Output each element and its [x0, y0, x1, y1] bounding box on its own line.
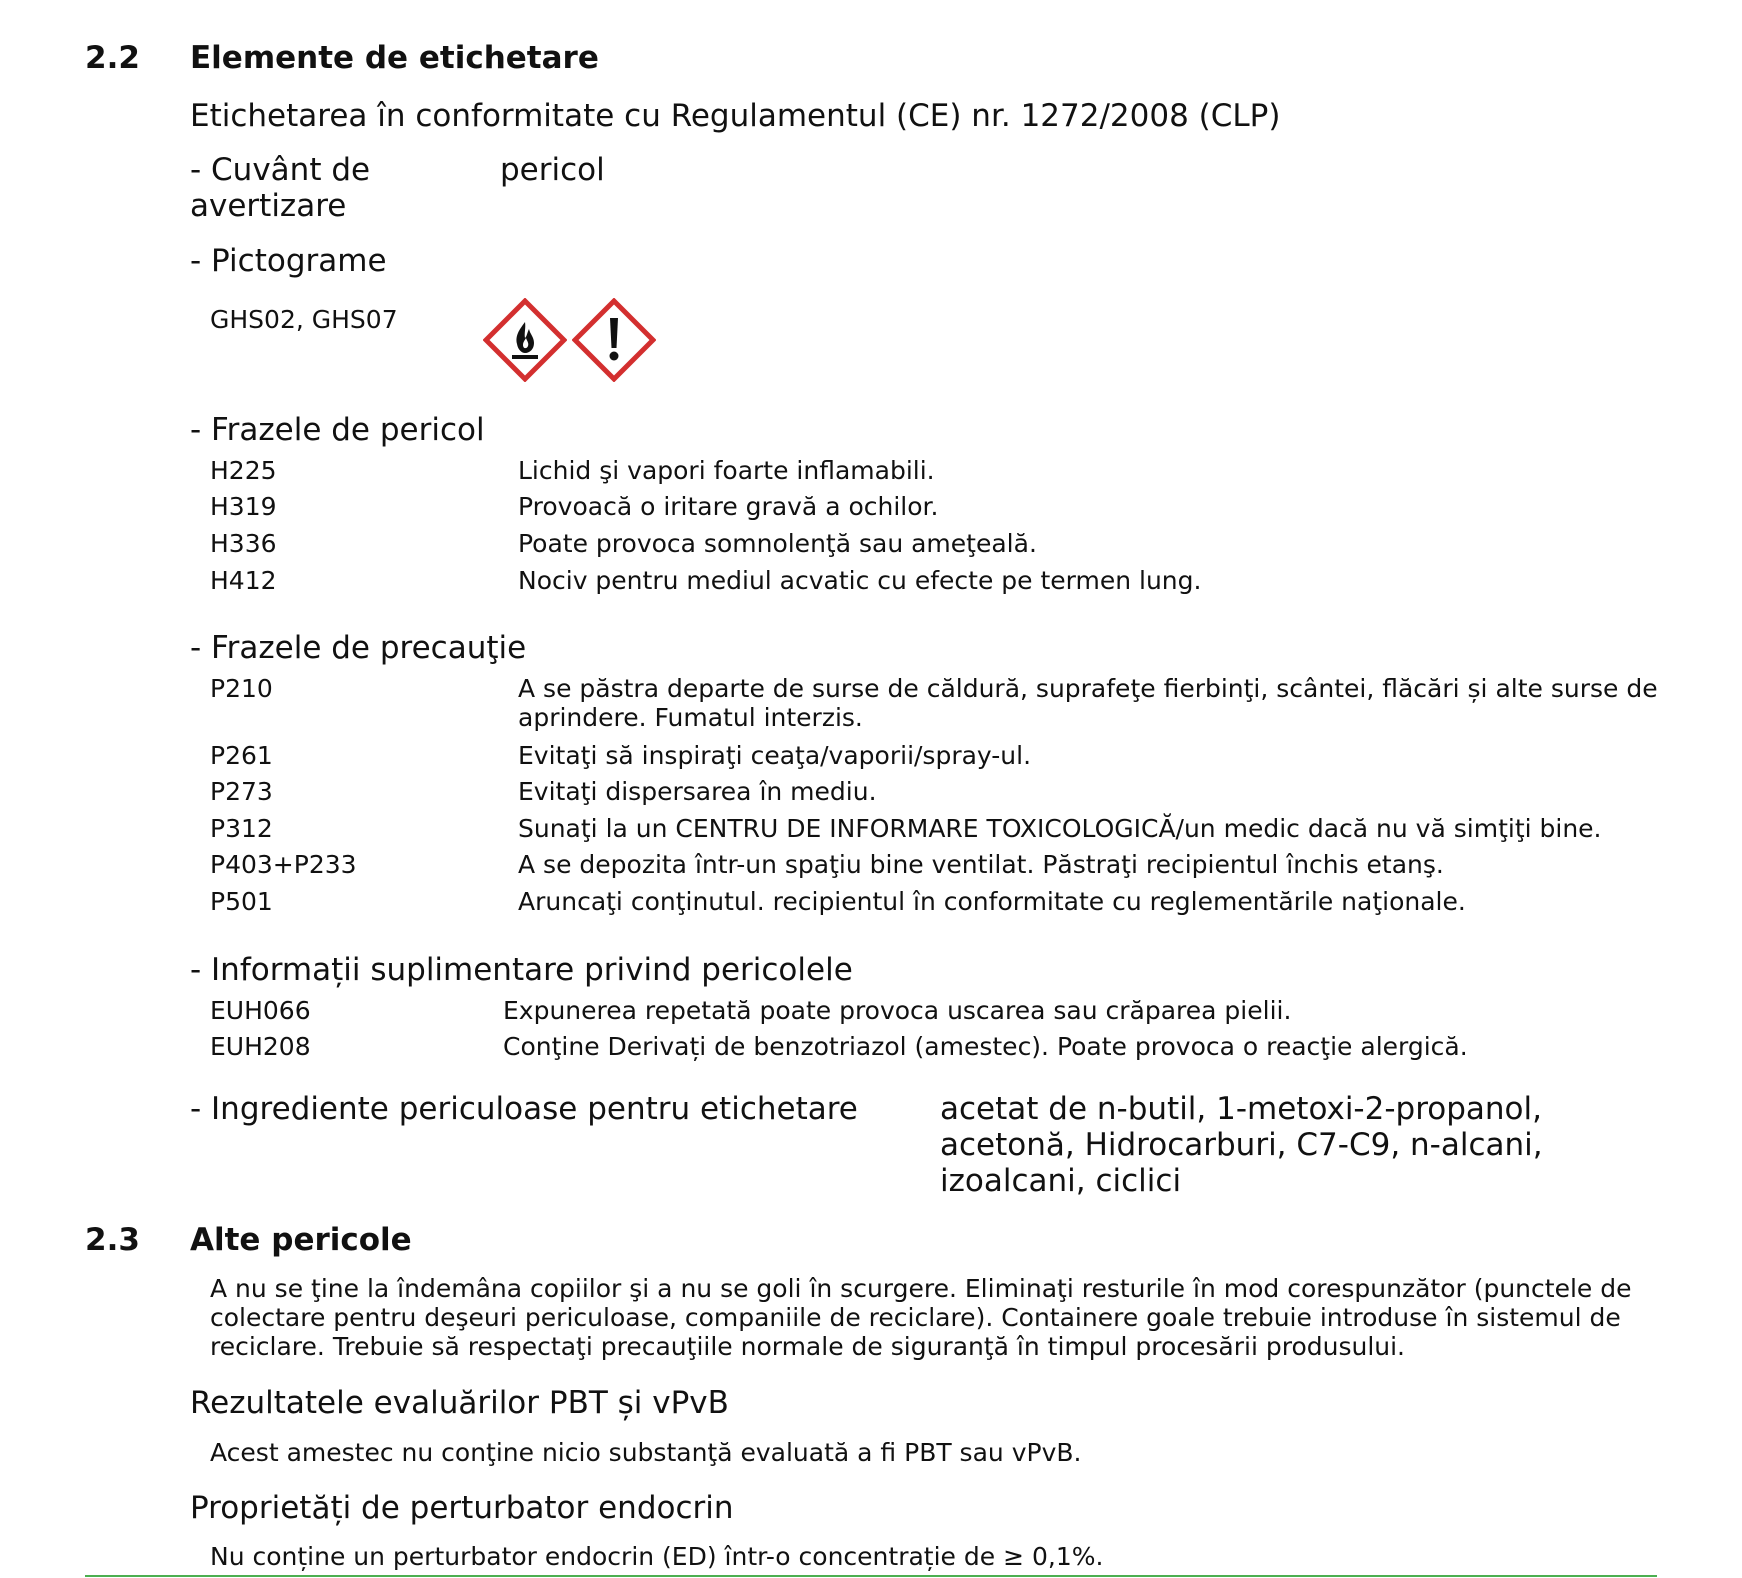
other-hazards-text: A nu se ţine la îndemâna copiilor şi a nu se goli în scurgere. Eliminaţi resturile în mod corespunzător (punctele de colectare pentru deşeuri periculoase, companiile de reciclare). Containere goale trebuie introduse în sistemul de reciclare. Trebuie să respectaţi precauţiile normale de siguranţă în timpul procesării produsului.: [210, 1274, 1632, 1361]
list-item: [0, 814, 1742, 850]
statement-text: Aruncaţi conţinutul. recipientul în conformitate cu reglementările naţionale.: [518, 887, 1466, 916]
signal-word-value: pericol: [500, 152, 605, 188]
statement-text: Conţine Derivați de benzotriazol (amestec). Poate provoca o reacţie alergică.: [503, 1032, 1468, 1061]
statement-code: H412: [210, 566, 277, 595]
list-item: [0, 741, 1742, 777]
supplemental-info-label: - Informații suplimentare privind pericolele: [190, 952, 853, 988]
statement-text: A se păstra departe de surse de căldură, suprafeţe fierbinţi, scântei, flăcări și alte surse de aprindere. Fumatul interzis.: [518, 674, 1658, 732]
statement-text: Evitaţi dispersarea în mediu.: [518, 777, 877, 806]
list-item: [0, 777, 1742, 813]
ingredients-label: - Ingrediente periculoase pentru etichetare: [190, 1091, 858, 1127]
list-item: [0, 456, 1742, 492]
regulation-line: Etichetarea în conformitate cu Regulamentul (CE) nr. 1272/2008 (CLP): [190, 98, 1281, 134]
precautionary-statements-list: [0, 674, 1742, 924]
statement-code: P261: [210, 741, 273, 770]
footer-divider: [85, 1575, 1657, 1577]
list-item: [0, 529, 1742, 565]
statement-code: H336: [210, 529, 277, 558]
statement-code: P403+P233: [210, 850, 357, 879]
statement-code: H319: [210, 492, 277, 521]
endocrine-title: Proprietăți de perturbator endocrin: [190, 1490, 734, 1526]
statement-code: EUH066: [210, 996, 311, 1025]
flame-icon: [483, 298, 567, 382]
supplemental-statements-list: [0, 996, 1742, 1071]
statement-text: Evitaţi să inspiraţi ceaţa/vaporii/spray-ul.: [518, 741, 1032, 770]
statement-code: H225: [210, 456, 277, 485]
list-item: [0, 566, 1742, 602]
pbt-title: Rezultatele evaluărilor PBT și vPvB: [190, 1385, 729, 1421]
statement-text: Expunerea repetată poate provoca uscarea sau crăparea pielii.: [503, 996, 1292, 1025]
list-item: [0, 887, 1742, 923]
statement-code: P312: [210, 814, 273, 843]
section-title-2-2: Elemente de etichetare: [190, 40, 599, 76]
statement-text: Nociv pentru mediul acvatic cu efecte pe termen lung.: [518, 566, 1202, 595]
precautionary-statements-label: - Frazele de precauţie: [190, 630, 527, 666]
statement-text: Sunaţi la un CENTRU DE INFORMARE TOXICOLOGICĂ/un medic dacă nu vă simţiţi bine.: [518, 814, 1602, 843]
list-item: [0, 1032, 1742, 1068]
list-item: [0, 996, 1742, 1032]
list-item: [0, 850, 1742, 886]
section-number-2-2: 2.2: [85, 40, 140, 76]
hazard-statements-label: - Frazele de pericol: [190, 412, 485, 448]
statement-code: P273: [210, 777, 273, 806]
signal-word-label: - Cuvânt de avertizare: [190, 152, 371, 224]
pictograms-label: - Pictograme: [190, 243, 387, 279]
pictogram-codes: GHS02, GHS07: [210, 305, 398, 334]
statement-code: P501: [210, 887, 273, 916]
statement-code: EUH208: [210, 1032, 311, 1061]
statement-text: Poate provoca somnolenţă sau ameţeală.: [518, 529, 1037, 558]
list-item: [0, 674, 1742, 740]
section-number-2-3: 2.3: [85, 1222, 140, 1258]
exclamation-mark-icon: [572, 298, 656, 382]
statement-text: Lichid şi vapori foarte inflamabili.: [518, 456, 935, 485]
statement-text: A se depozita într-un spaţiu bine ventilat. Păstraţi recipientul închis etanş.: [518, 850, 1444, 879]
statement-text: Provoacă o iritare gravă a ochilor.: [518, 492, 939, 521]
pbt-text: Acest amestec nu conţine nicio substanţă evaluată a fi PBT sau vPvB.: [210, 1438, 1082, 1467]
statement-code: P210: [210, 674, 273, 703]
endocrine-text: Nu conține un perturbator endocrin (ED) într-o concentrație de ≥ 0,1%.: [210, 1542, 1104, 1571]
list-item: [0, 492, 1742, 528]
hazard-statements-list: [0, 456, 1742, 601]
ingredients-value: acetat de n-butil, 1-metoxi-2-propanol, acetonă, Hidrocarburi, C7-C9, n-alcani, izoalcani, ciclici: [940, 1091, 1543, 1199]
section-title-2-3: Alte pericole: [190, 1222, 412, 1258]
